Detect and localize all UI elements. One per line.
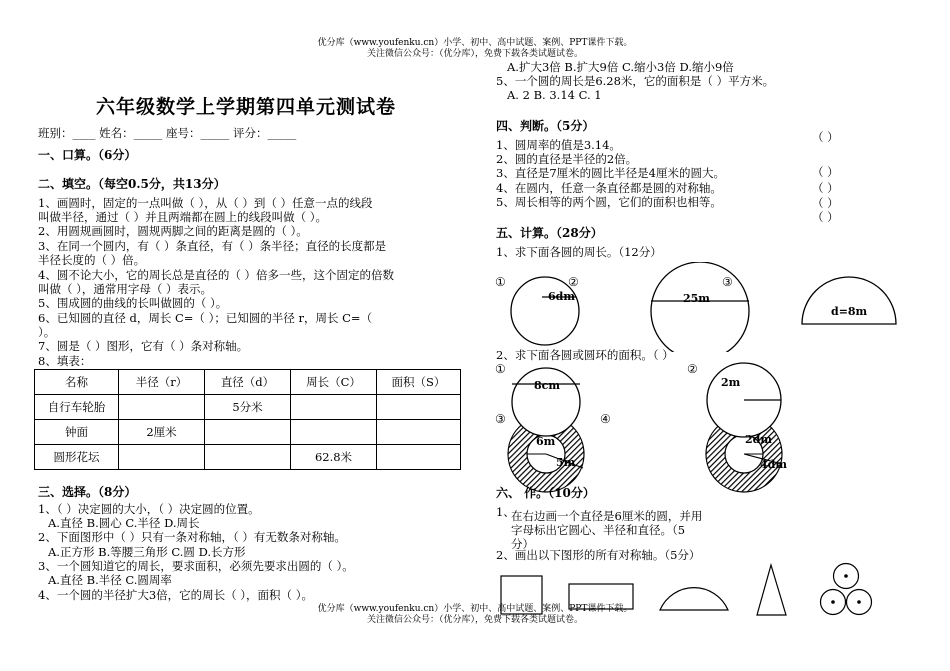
figure-1-number: ① [495,275,506,289]
figure-2-number: ② [568,275,579,289]
fill-q7: 7、圆是（ ）图形，它有（ ）条对称轴。 [38,339,249,353]
page-header [275,38,675,60]
area-1-label: 8cm [534,379,560,392]
op-q2: 2、画出以下图形的所有对称轴。（5分） [496,548,701,562]
area-3-outer-label: 5m [556,456,576,469]
header-line-1: 优分库（www.youfenku.cn）小学、初中、高中试题、案例、PPT课件下载。 [317,38,633,48]
section-6-title: 六、 作。（10分） [496,486,595,500]
fill-q3-line1: 3、在同一个圆内，有（ ）条直径，有（ ）条半径；直径的长度都是 [38,239,387,253]
section-4-title: 四、判断。（5分） [496,119,595,133]
footer-line-1: 优分库（www.youfenku.cn）小学、初中、高中试题、案例、PPT课件下载。 [317,604,633,614]
table-cell [377,445,461,470]
choice-q1-options: A.直径 B.圆心 C.半径 D.周长 [48,516,200,530]
figure-3-label: d=8m [831,305,868,318]
judge-q1: 1、圆周率的值是3.14。 [496,138,621,152]
area-3-number: ③ [495,412,506,426]
judge-answer-4: （ ） [812,196,839,210]
area-2-number: ② [687,362,698,376]
fill-q6-line1: 6、已知圆的直径 d，周长 C=（ ）；已知圆的半径 r，周长 C=（ [38,311,373,325]
fill-q4-line2: 叫做（ ），通常用字母（ ）表示。 [38,282,213,296]
student-info-line: 班别：____ 姓名：_____ 座号：_____ 评分：_____ [38,126,297,140]
table-cell [119,395,205,420]
circle-figure-2 [651,262,749,352]
choice-q5: 5、一个圆的周长是6.28米，它的面积是（ ）平方米。 [496,74,775,88]
judge-answer-3: （ ） [812,181,839,195]
fill-q6-line2: ）。 [38,325,56,339]
perimeter-figures [490,262,910,352]
area-4-outer-label: 4dm [760,458,787,471]
figure-3-number: ③ [722,275,733,289]
circle-center-dot [857,600,861,604]
table-row [35,420,461,445]
table-row [35,395,461,420]
op-q1-line2: 字母标出它圆心、半径和直径。（5 [511,523,686,537]
judge-answer-1: （ ） [812,130,839,144]
calc-q2: 2、求下面各圆或圆环的面积。（ ） [496,348,674,362]
choice-q4: 4、一个圆的半径扩大3倍，它的周长（ ），面积（ ）。 [38,588,313,602]
page-footer [275,604,675,626]
table-cell [205,420,291,445]
choice-q2-options: A.正方形 B.等腰三角形 C.圆 D.长方形 [48,545,246,559]
table-cell: 5分米 [205,395,291,420]
fill-q2: 2、用圆规画圆时，圆规两脚之间的距离是圆的（ ）。 [38,224,308,238]
table-cell: 自行车轮胎 [35,395,119,420]
choice-q1: 1、（ ）决定圆的大小，（ ）决定圆的位置。 [38,502,260,516]
choice-q3-options: A.直径 B.半径 C.圆周率 [48,573,172,587]
calc-q1: 1、求下面各圆的周长。（12分） [496,245,662,259]
footer-line-2: 关注微信公众号：（优分库），免费下载各类试题试卷。 [366,615,583,625]
table-cell [377,420,461,445]
choice-q4-options: A.扩大3倍 B.扩大9倍 C.缩小3倍 D.缩小9倍 [507,60,734,74]
table-header-row [35,370,461,395]
fill-q3-line2: 半径长度的（ ）倍。 [38,253,146,267]
area-3-inner-label: 6m [536,435,556,448]
table-row [35,445,461,470]
choice-q2: 2、下面图形中（ ）只有一条对称轴，（ ）有无数条对称轴。 [38,530,346,544]
circle-center-dot [831,600,835,604]
fill-q4-line1: 4、圆不论大小，它的周长总是直径的（ ）倍多一些，这个固定的倍数 [38,268,394,282]
judge-q5: 5、周长相等的两个圆，它们的面积也相等。 [496,195,722,209]
fill-table [34,369,461,470]
fill-q8: 8、填表： [38,354,92,368]
area-4-number: ④ [600,412,611,426]
fill-q1-line2: 叫做半径，通过（ ）并且两端都在圆上的线段叫做（ ）。 [38,210,328,224]
table-cell: 62.8米 [291,445,377,470]
section-1-title: 一、口算。（6分） [38,148,137,162]
op-q1-line3: 分） [511,537,534,551]
area-figures [490,358,810,498]
choice-q3: 3、一个圆知道它的周长，要求面积，必须先要求出圆的（ ）。 [38,559,354,573]
table-header-cell: 直径（d） [205,370,291,395]
area-2-label: 2m [721,376,741,389]
area-4-inner-label: 2dm [745,433,772,446]
fill-q5: 5、围成圆的曲线的长叫做圆的（ ）。 [38,296,228,310]
op-q1-number: 1、 [496,505,515,519]
table-cell: 圆形花坛 [35,445,119,470]
judge-q3: 3、直径是7厘米的圆比半径是4厘米的圆大。 [496,166,725,180]
judge-q2: 2、圆的直径是半径的2倍。 [496,152,638,166]
op-q1-line1: 在右边画一个直径是6厘米的圆，并用 [511,509,703,523]
table-header-cell: 半径（r） [119,370,205,395]
section-5-title: 五、计算。（28分） [496,226,603,240]
table-cell: 钟面 [35,420,119,445]
page-title: 六年级数学上学期第四单元测试卷 [96,96,397,118]
area-1-number: ① [495,362,506,376]
table-cell: 2厘米 [119,420,205,445]
table-cell [119,445,205,470]
table-cell [377,395,461,420]
judge-q4: 4、在圆内，任意一条直径都是圆的对称轴。 [496,181,722,195]
fill-q1-line1: 1、画圆时，固定的一点叫做（ ），从（ ）到（ ）任意一点的线段 [38,196,373,210]
table-header-cell: 面积（S） [377,370,461,395]
judge-answer-5: （ ） [812,210,839,224]
choice-q5-options: A. 2 B. 3.14 C. 1 [507,88,602,102]
judge-answer-2: （ ） [812,165,839,179]
table-header-cell: 名称 [35,370,119,395]
section-2-title: 二、填空。（每空0.5分，共13分） [38,177,226,191]
circle-figure-1 [511,277,579,345]
circle-center-dot [844,574,848,578]
figure-2-label: 25m [683,292,710,305]
table-cell [291,395,377,420]
isosceles-triangle-shape [757,565,786,615]
table-cell [291,420,377,445]
table-header-cell: 周长（C） [291,370,377,395]
section-3-title: 三、选择。（8分） [38,485,137,499]
header-line-2: 关注微信公众号：（优分库），免费下载各类试题试卷。 [366,49,583,59]
table-cell [205,445,291,470]
figure-1-label: 6dm [548,290,575,303]
